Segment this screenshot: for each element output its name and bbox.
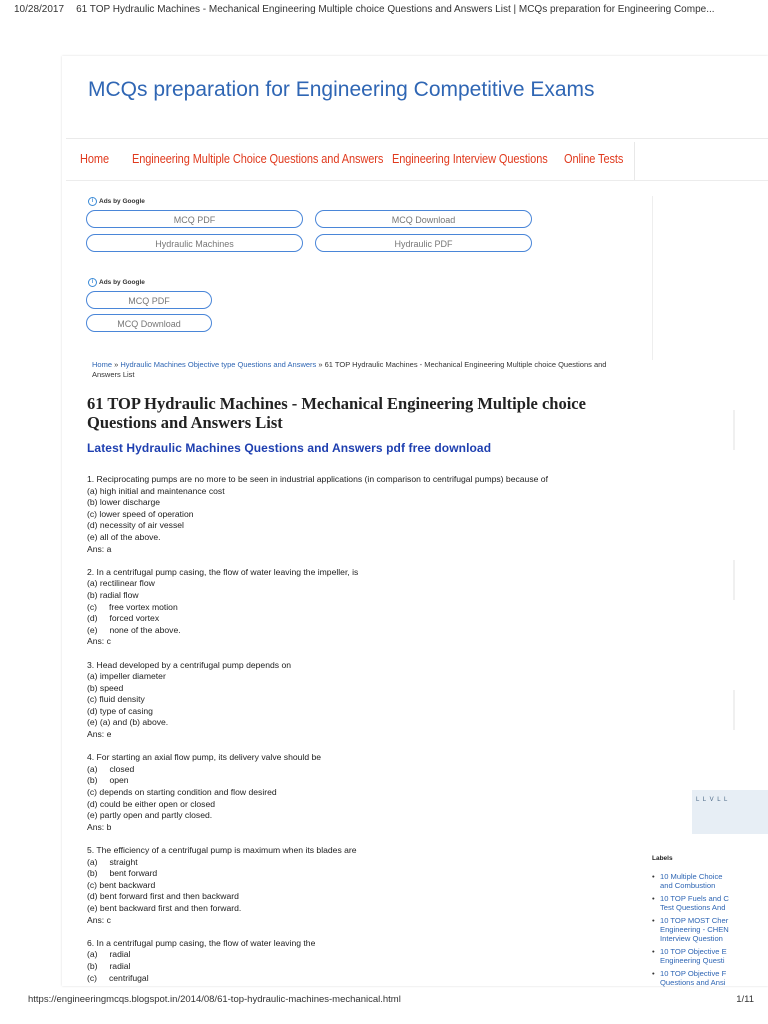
nav-item-home[interactable]: Home (80, 152, 109, 166)
post-body (87, 474, 627, 996)
answer-text: Ans: e (87, 729, 112, 740)
option-text: (a) straight (87, 856, 138, 867)
ad-link-hydraulic-pdf[interactable]: Hydraulic PDF (315, 234, 532, 252)
question-block (87, 474, 627, 555)
rail-mark (733, 690, 735, 730)
option-text: (c) lower speed of operation (87, 508, 194, 519)
label-link-text: Engineering - CHEN (660, 925, 729, 934)
question-block (87, 660, 627, 741)
option-text: (a) impeller diameter (87, 671, 166, 682)
option-text: (d) forced vortex (87, 613, 160, 624)
option-text: (a) rectilinear flow (87, 578, 155, 589)
nav-separator (634, 142, 635, 180)
answer-text: Ans: c (87, 914, 111, 925)
option-text: (e) (a) and (b) above. (87, 717, 169, 728)
answer-text: Ans: b (87, 821, 112, 832)
ad-link-mcq-download[interactable]: MCQ Download (86, 314, 212, 332)
labels-list (650, 872, 768, 991)
sidebar-ad-area (652, 196, 768, 360)
main-nav (66, 142, 768, 181)
label-link-text: and Combustion (660, 881, 716, 890)
print-header (14, 4, 715, 15)
option-text: (a) high initial and maintenance cost (87, 485, 225, 496)
sidebar-widget-text: L L V L L (696, 797, 729, 803)
option-text: (c) free vortex motion (87, 601, 178, 612)
question-block (87, 752, 627, 833)
label-link-text: • 10 TOP MOST Cher (660, 916, 729, 925)
post-subtitle: Latest Hydraulic Machines Questions and Answers pdf free download (87, 441, 492, 455)
ads-by-google-label[interactable]: i Ads by Google (88, 278, 145, 287)
breadcrumb-current: 61 TOP Hydraulic Machines - Mechanical Engineering Multiple choice Questions and Answers List (92, 360, 607, 379)
print-page-number: 1/11 (736, 994, 754, 1005)
breadcrumb-home-link[interactable]: Home (92, 360, 113, 369)
nav-item-online-tests[interactable]: Online Tests (564, 152, 624, 166)
option-text: (c) centrifugal (87, 972, 149, 983)
question-text: 6. In a centrifugal pump casing, the flow of water leaving the (87, 937, 316, 948)
answer-text: Ans: a (87, 543, 112, 554)
sidebar-rail (733, 360, 768, 800)
print-footer-url: https://engineeringmcqs.blogspot.in/2014/08/61-top-hydraulic-machines-mechanical.html (28, 994, 401, 1005)
ad-link-mcq-download[interactable]: MCQ Download (315, 210, 532, 228)
answer-text: Ans: c (87, 636, 111, 647)
nav-item-engineering-mcq[interactable]: Engineering Multiple Choice Questions and Answers (132, 152, 384, 166)
option-text: (e) partly open and partly closed. (87, 810, 213, 821)
option-text: (b) radial (87, 960, 131, 971)
nav-item-interview-questions[interactable]: Engineering Interview Questions (392, 152, 548, 166)
blog-title[interactable]: MCQs preparation for Engineering Competitive Exams (88, 78, 595, 101)
label-link[interactable] (650, 947, 768, 965)
question-text: 1. Reciprocating pumps are no more to be seen in industrial applications (in comparison to centrifugal pumps) because of (87, 474, 548, 484)
label-link-text: • 10 TOP Fuels and C (660, 894, 729, 903)
ad-info-icon[interactable]: i (88, 278, 97, 287)
option-text: (b) radial flow (87, 589, 139, 600)
option-text: (a) radial (87, 949, 131, 960)
rail-mark (733, 410, 735, 450)
breadcrumb: Home » Hydraulic Machines Objective type Questions and Answers » 61 TOP Hydraulic Machines - Mechanical Engineering Multiple choice Questions and Answers List (92, 360, 607, 379)
ad-link-mcq-pdf[interactable]: MCQ PDF (86, 291, 212, 309)
question-block (87, 938, 627, 984)
question-text: 3. Head developed by a centrifugal pump depends on (87, 659, 292, 670)
ad-link-hydraulic-machines[interactable]: Hydraulic Machines (86, 234, 303, 252)
label-link-text: Interview Question (660, 934, 723, 943)
option-text: (c) fluid density (87, 694, 145, 705)
option-text: (b) speed (87, 682, 124, 693)
option-text: (e) all of the above. (87, 531, 161, 542)
label-link[interactable] (650, 894, 768, 912)
option-text: (a) closed (87, 763, 135, 774)
option-text: (d) could be either open or closed (87, 798, 216, 809)
option-text: (e) bent backward first and then forward. (87, 902, 242, 913)
option-text: (d) type of casing (87, 705, 153, 716)
label-link-text: Engineering Questi (660, 956, 725, 965)
ads-by-google-label[interactable]: i Ads by Google (88, 197, 145, 206)
rail-mark (733, 560, 735, 600)
label-link-text: Test Questions And (660, 903, 726, 912)
option-text: (b) lower discharge (87, 497, 161, 508)
label-link[interactable] (650, 872, 768, 890)
question-text: 2. In a centrifugal pump casing, the flow of water leaving the impeller, is (87, 566, 359, 577)
print-doc-title: 61 TOP Hydraulic Machines - Mechanical Engineering Multiple choice Questions and Answers List | MCQs preparation for Engineering Compe... (76, 4, 715, 15)
option-text: (d) necessity of air vessel (87, 520, 184, 531)
label-link-text: Questions and Ansi (660, 978, 726, 987)
question-block (87, 845, 627, 926)
label-link-text: • 10 TOP Objective E (660, 947, 727, 956)
option-text: (b) bent forward (87, 868, 158, 879)
divider (66, 138, 768, 139)
label-link[interactable] (650, 969, 768, 987)
ad-link-mcq-pdf[interactable]: MCQ PDF (86, 210, 303, 228)
post-title: 61 TOP Hydraulic Machines - Mechanical Engineering Multiple choice Questions and Answers List (87, 394, 586, 432)
question-text: 5. The efficiency of a centrifugal pump is maximum when its blades are (87, 845, 357, 855)
ad-info-icon[interactable]: i (88, 197, 97, 206)
label-link-text: • 10 Multiple Choice (660, 872, 723, 881)
option-text: (e) none of the above. (87, 624, 181, 635)
option-text: (c) depends on starting condition and flow desired (87, 787, 277, 798)
option-text: (c) bent backward (87, 879, 156, 890)
label-link-text: • 10 TOP Objective F (660, 969, 727, 978)
breadcrumb-category-link[interactable]: Hydraulic Machines Objective type Questions and Answers (120, 360, 317, 369)
option-text: (d) bent forward first and then backward (87, 891, 239, 902)
labels-heading: Labels (652, 855, 673, 862)
question-text: 4. For starting an axial flow pump, its delivery valve should be (87, 752, 322, 763)
print-timestamp: 10/28/2017 (14, 4, 65, 15)
label-link[interactable] (650, 916, 768, 943)
question-block (87, 567, 627, 648)
option-text: (b) open (87, 775, 129, 786)
